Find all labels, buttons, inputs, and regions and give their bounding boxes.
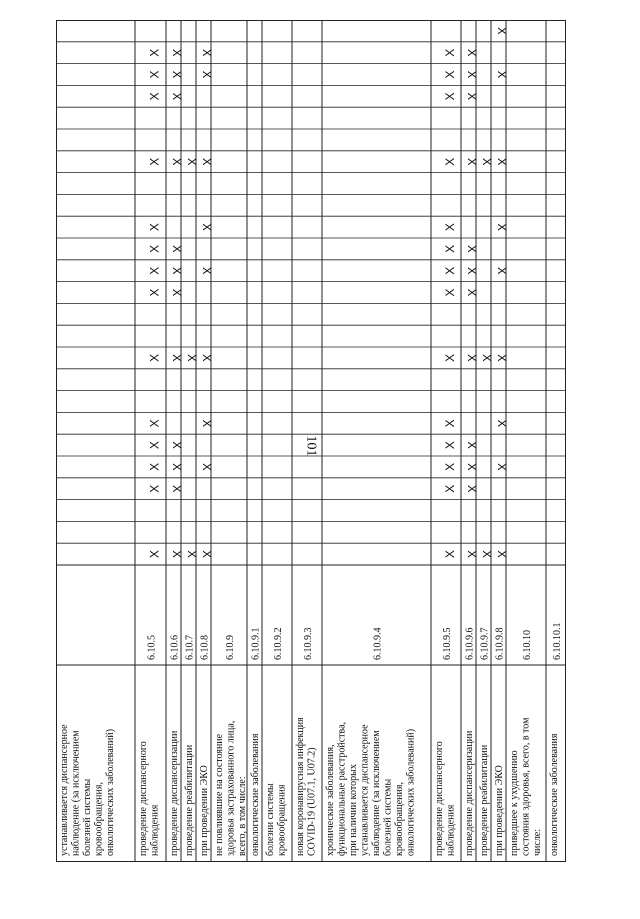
- row-code: 6.10.9: [225, 635, 236, 660]
- row-code: 6.10.9.8: [494, 627, 506, 660]
- table-row: [265, 628, 288, 857]
- cell-mark: Х: [147, 462, 162, 471]
- cell-mark: Х: [200, 353, 215, 362]
- row-label: хронические заболевания,: [325, 744, 336, 856]
- cell-mark: Х: [480, 353, 495, 362]
- row-label: числе:: [532, 828, 543, 856]
- table-row: [479, 158, 495, 856]
- cell-mark: Х: [170, 244, 185, 253]
- row-label: болезней системы: [382, 778, 394, 856]
- table-row: [549, 623, 563, 857]
- cell-mark: Х: [465, 244, 480, 253]
- cell-mark: Х: [480, 157, 495, 166]
- cell-mark: Х: [443, 484, 457, 493]
- cell-mark: Х: [495, 353, 510, 362]
- row-code: 6.10.6: [169, 635, 181, 660]
- cell-mark: Х: [465, 266, 480, 275]
- cell-mark: Х: [465, 48, 480, 57]
- cell-mark: Х: [200, 48, 215, 57]
- cell-mark: Х: [465, 550, 480, 559]
- row-label: при наличии которых: [348, 764, 359, 856]
- row-label: COVID-19 (U07.1, U07.2): [306, 747, 318, 856]
- cell-mark: Х: [200, 266, 215, 275]
- row-label: проведение реабилитации: [184, 744, 195, 856]
- cell-mark: Х: [147, 223, 162, 232]
- table-row: [325, 628, 417, 857]
- cell-mark: Х: [147, 92, 162, 101]
- row-label: не повлиявшие на состояние: [214, 733, 225, 856]
- cell-mark: Х: [147, 48, 162, 57]
- cell-mark: Х: [200, 223, 215, 232]
- row-code: 6.10.9.7: [479, 627, 491, 660]
- cell-mark: Х: [170, 462, 185, 471]
- row-label: наблюдение (за исключением: [70, 730, 82, 856]
- cell-mark: Х: [443, 92, 457, 101]
- cell-mark: Х: [465, 484, 480, 493]
- cell-mark: Х: [147, 441, 162, 450]
- row-label: кровообращения: [276, 784, 288, 856]
- row-label: проведение диспансерного: [138, 741, 149, 856]
- table-border: [57, 21, 566, 862]
- row-code: 6.10.9.4: [372, 627, 384, 660]
- cell-mark: Х: [495, 462, 510, 471]
- cell-mark: Х: [170, 92, 185, 101]
- data-table: [56, 20, 566, 862]
- cell-mark: Х: [495, 550, 510, 559]
- cell-mark: Х: [465, 353, 480, 362]
- row-label: проведение диспансеризации: [464, 730, 475, 856]
- cell-mark: Х: [200, 550, 215, 559]
- cell-mark: Х: [443, 353, 457, 362]
- cell-mark: Х: [495, 70, 510, 79]
- table-row: [214, 635, 248, 856]
- table-row: [494, 27, 510, 856]
- cell-mark: Х: [170, 266, 185, 275]
- cell-mark: Х: [200, 70, 215, 79]
- cell-mark: Х: [480, 550, 495, 559]
- cell-mark: Х: [147, 288, 162, 297]
- row-code: 6.10.7: [184, 635, 196, 660]
- row-label: проведение диспансерного: [434, 741, 445, 856]
- cell-mark: Х: [443, 266, 457, 275]
- table-row: [509, 630, 543, 856]
- row-label: всего, в том числе:: [237, 776, 248, 856]
- cell-mark: Х: [465, 441, 480, 450]
- cell-mark: Х: [200, 157, 215, 166]
- row-label: онкологических заболеваний): [405, 728, 417, 856]
- row-code: 6.10.5: [146, 635, 158, 660]
- cell-mark: Х: [443, 157, 457, 166]
- table-row: [169, 49, 185, 856]
- cell-mark: Х: [465, 92, 480, 101]
- table-row: [59, 724, 116, 856]
- row-label: онкологических заболеваний): [105, 728, 116, 856]
- row-label: болезней системы: [82, 778, 93, 856]
- row-code: 6.10.9.6: [464, 627, 476, 660]
- row-label: наблюдения: [149, 804, 161, 856]
- cell-mark: Х: [147, 266, 162, 275]
- row-code: 6.10.10: [522, 630, 533, 660]
- cell-mark: Х: [185, 157, 200, 166]
- table-row: [199, 49, 215, 856]
- cell-mark: Х: [170, 550, 185, 559]
- row-label: функциональные расстройства,: [336, 721, 348, 856]
- row-code: 6.10.9.1: [250, 627, 262, 660]
- cell-mark: Х: [147, 550, 162, 559]
- row-label: при проведении ЭКО: [494, 765, 505, 856]
- cell-mark: Х: [443, 419, 457, 428]
- row-code: 6.10.8: [199, 635, 211, 660]
- row-label: онкологические заболевания: [250, 733, 261, 856]
- cell-mark: Х: [495, 26, 510, 35]
- row-code: 6.10.9.3: [303, 627, 314, 660]
- cell-mark: Х: [185, 353, 200, 362]
- cell-mark: Х: [465, 462, 480, 471]
- table-row: [464, 49, 480, 856]
- table-row: [250, 628, 262, 857]
- row-label: устанавливается диспансерное: [59, 724, 70, 856]
- cell-mark: Х: [443, 48, 457, 57]
- row-code: 6.10.10.1: [552, 622, 563, 660]
- cell-mark: Х: [443, 288, 457, 297]
- cell-mark: Х: [170, 288, 185, 297]
- cell-mark: Х: [443, 462, 457, 471]
- cell-mark: Х: [465, 288, 480, 297]
- cell-mark: Х: [200, 462, 215, 471]
- row-label: новая коронавирусная инфекция: [295, 717, 306, 856]
- cell-mark: Х: [495, 266, 510, 275]
- row-label: проведение диспансеризации: [169, 730, 180, 856]
- cell-mark: Х: [443, 70, 457, 79]
- cell-mark: Х: [147, 484, 162, 493]
- row-label: наблюдения: [445, 804, 457, 856]
- row-label: устанавливается диспансерное: [359, 724, 371, 856]
- cell-mark: Х: [185, 550, 200, 559]
- cell-mark: Х: [147, 244, 162, 253]
- cell-mark: Х: [147, 419, 162, 428]
- row-label: приведшее к ухудшению: [509, 750, 520, 856]
- cell-mark: Х: [465, 70, 480, 79]
- cell-mark: Х: [443, 244, 457, 253]
- cell-mark: Х: [170, 441, 185, 450]
- cell-mark: Х: [443, 441, 457, 450]
- cell-mark: Х: [170, 353, 185, 362]
- row-code: 6.10.9.5: [442, 627, 453, 660]
- cell-mark: Х: [465, 157, 480, 166]
- table-grid: [56, 20, 566, 862]
- row-label: болезни системы: [265, 783, 276, 856]
- row-label: кровообращения,: [394, 782, 405, 856]
- table-row: [295, 628, 318, 857]
- cell-mark: Х: [200, 419, 215, 428]
- row-label: при проведении ЭКО: [199, 765, 210, 856]
- row-label: проведение реабилитации: [479, 744, 490, 856]
- cell-mark: Х: [170, 48, 185, 57]
- cell-mark: Х: [170, 484, 185, 493]
- row-label: онкологические заболевания: [549, 733, 560, 856]
- page-number: 101: [303, 435, 319, 457]
- row-label: состояния здоровья, всего, в том: [520, 717, 532, 856]
- cell-mark: Х: [443, 223, 457, 232]
- cell-mark: Х: [443, 550, 457, 559]
- cell-mark: Х: [495, 157, 510, 166]
- row-label: кровообращения,: [93, 782, 105, 856]
- row-label: наблюдение (за исключением: [371, 730, 382, 856]
- cell-mark: Х: [147, 157, 162, 166]
- row-code: 6.10.9.2: [273, 627, 284, 660]
- cell-mark: Х: [495, 223, 510, 232]
- table-row: [184, 158, 200, 856]
- table-row: [434, 49, 457, 856]
- cell-mark: Х: [495, 419, 510, 428]
- cell-mark: Х: [170, 157, 185, 166]
- table-row: [138, 49, 162, 856]
- cell-mark: Х: [170, 70, 185, 79]
- row-label: здоровья застрахованного лица,: [225, 720, 237, 856]
- cell-mark: Х: [147, 353, 162, 362]
- cell-mark: Х: [147, 70, 162, 79]
